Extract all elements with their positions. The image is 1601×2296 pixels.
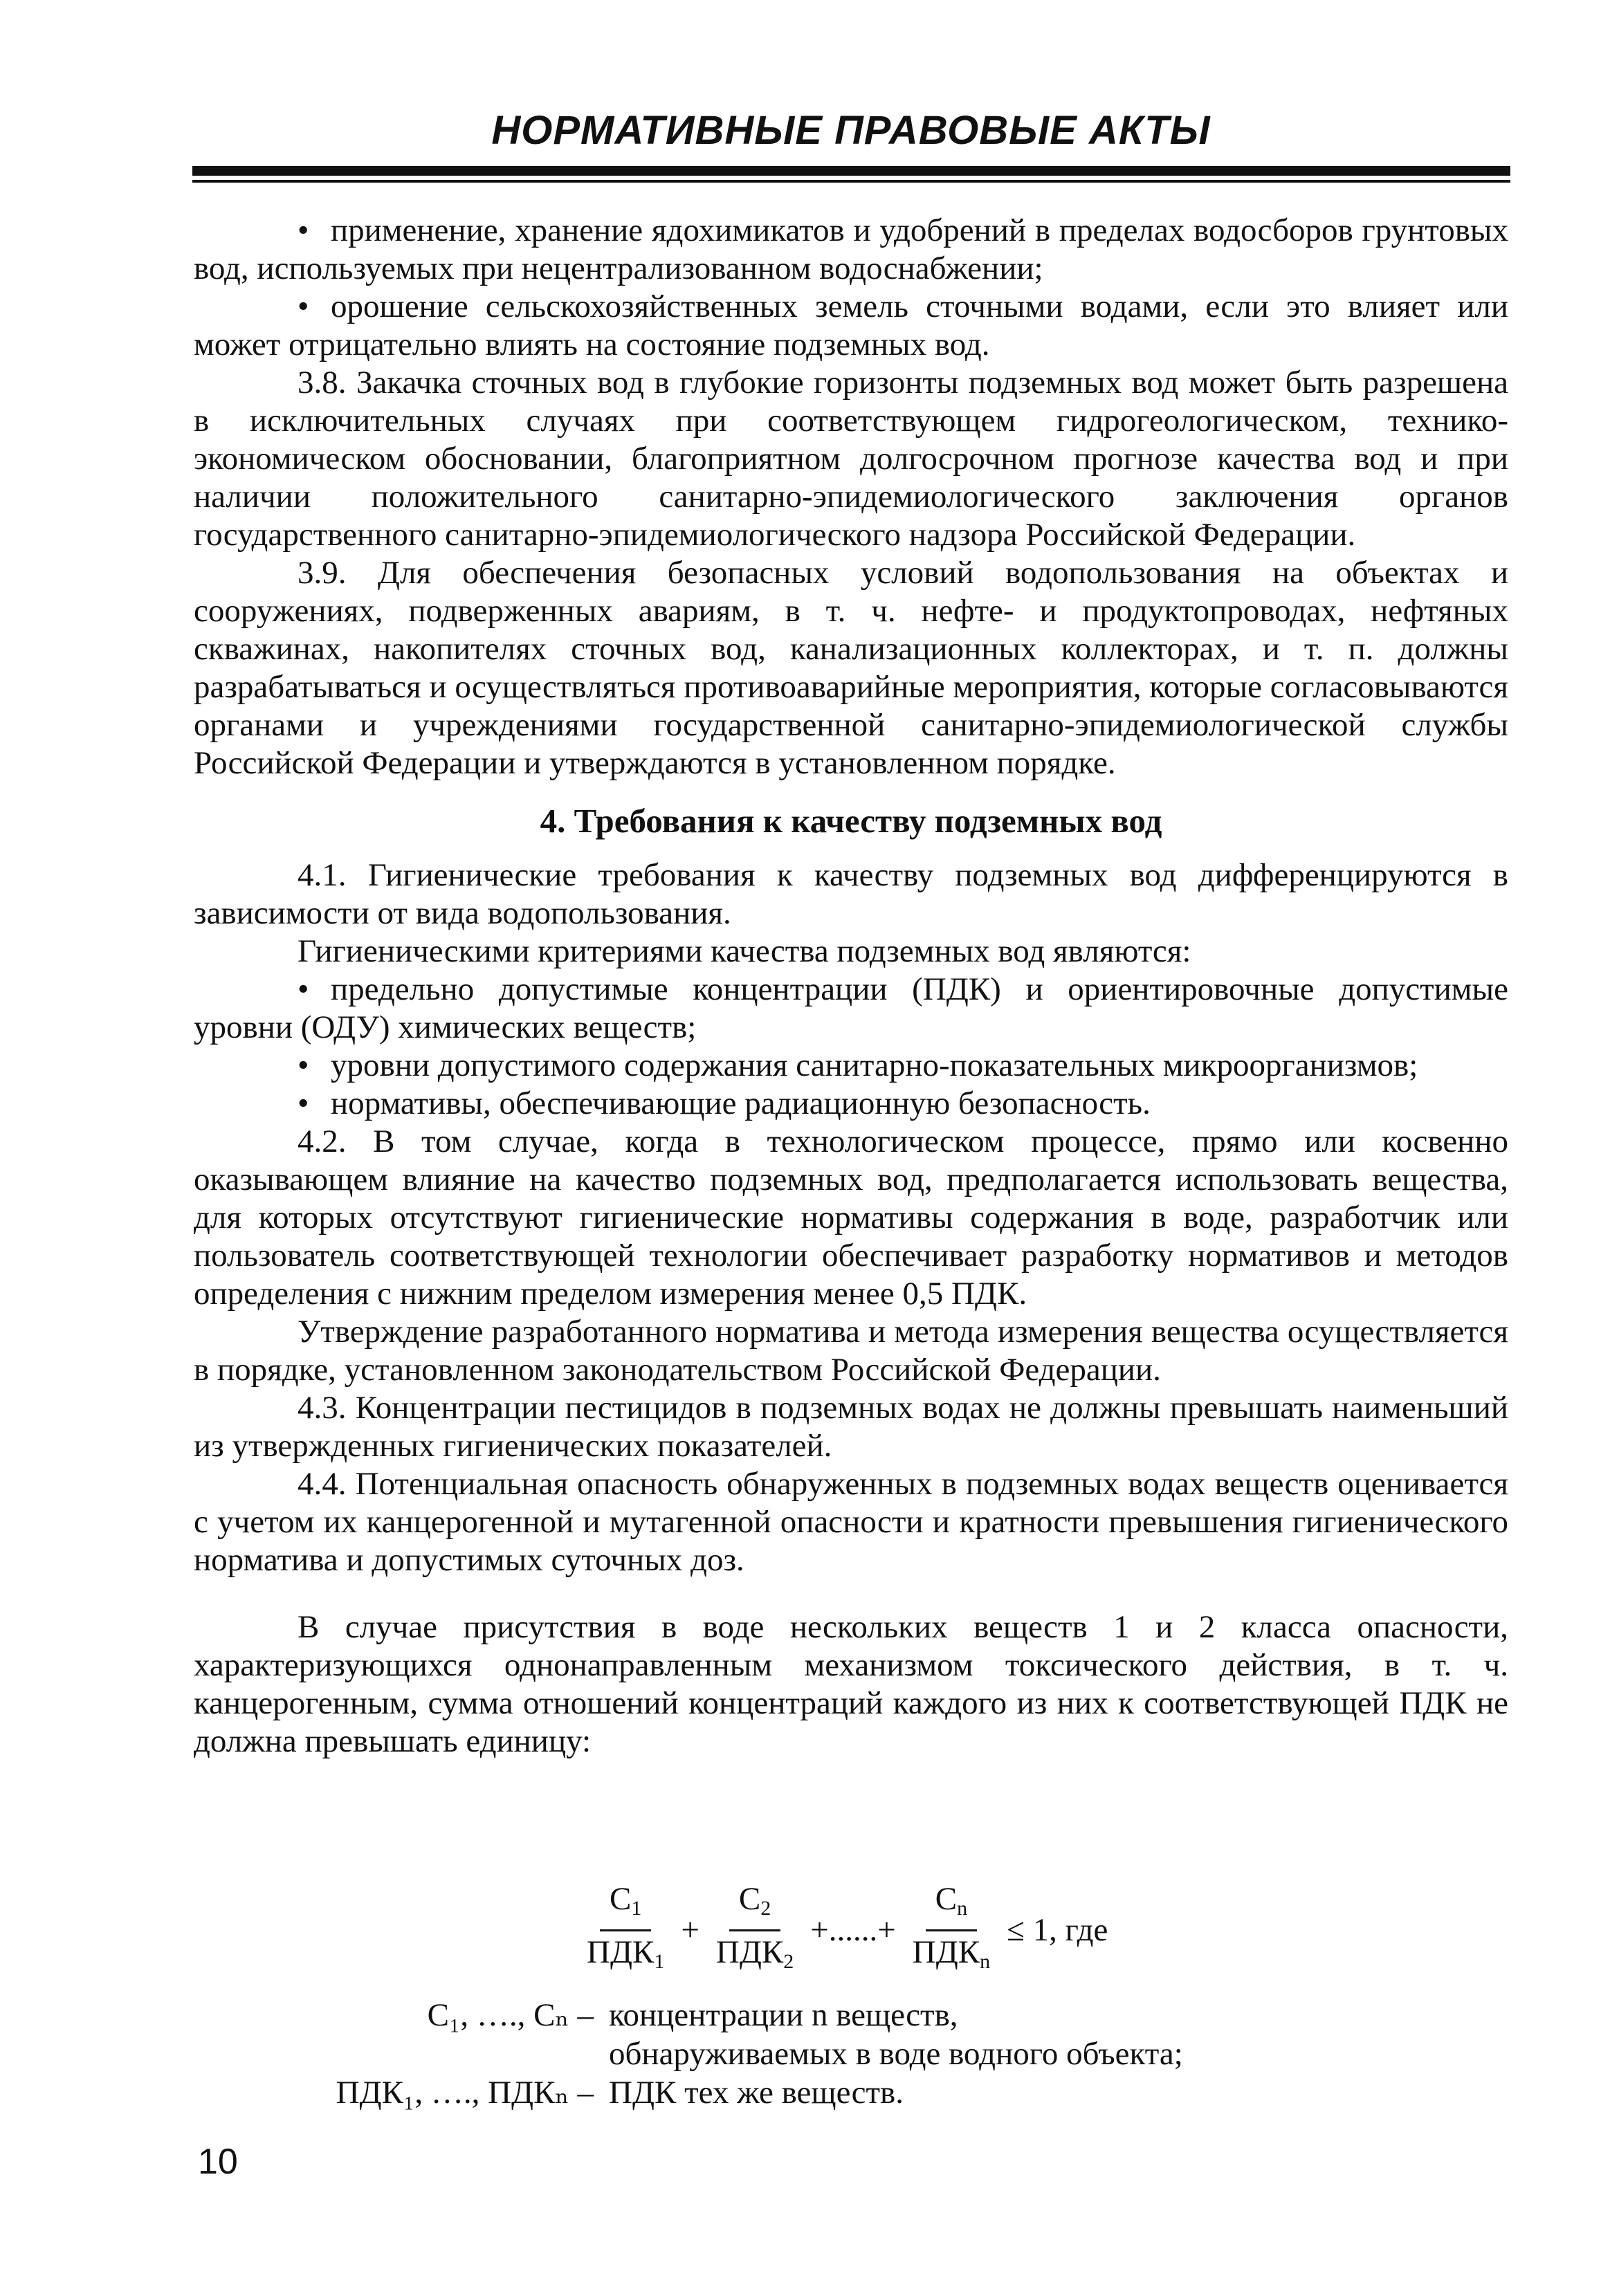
paragraph-3-9: 3.9. Для обеспечения безопасных условий водопользования на объектах и сооружениях, подверженных авариям, в т. ч. нефте- и продуктопроводах, нефтяных скважинах, накопителях сточных вод, канализационных коллекторах, и т. п. должны разрабатываться и осуществляться противоаварийные мероприятия, которые согласовываются органами и учреждениями государственной санитарно-эпидемиологической службы Российской Федерации и утверждаются в установленном порядке.	[194, 555, 1508, 781]
paragraph-criteria: Гигиеническими критериями качества подземных вод являются:	[298, 933, 1191, 969]
paragraph-4-3: 4.3. Концентрации пестицидов в подземных водах не должны превышать наименьший из утвержденных гигиенических показателей.	[194, 1390, 1508, 1464]
fraction-1: $\frac{C_1}{ПДК_1}$	[587, 1880, 665, 1973]
page-number: 10	[198, 2142, 238, 2182]
bullet-paragraph: • уровни допустимого содержания санитарно-показательных микроорганизмов;	[298, 1047, 1418, 1083]
bullet-paragraph: • орошение сельскохозяйственных земель сточными водами, если это влияет или может отрицательно влиять на состояние подземных вод.	[194, 288, 1508, 362]
inequality-tail: ≤ 1, где	[1007, 1912, 1108, 1948]
header-rule-thick	[192, 166, 1510, 176]
summation-formula	[574, 1871, 1112, 1989]
running-header: НОРМАТИВНЫЕ ПРАВОВЫЕ АКТЫ	[491, 108, 1211, 153]
bullet-paragraph: • применение, хранение ядохимикатов и удобрений в пределах водосборов грунтовых вод, используемых при нецентрализованном водоснабжении;	[194, 212, 1508, 286]
bullet-icon: •	[298, 212, 309, 248]
legend-row: обнаруживаемых в воде водного объекта;	[609, 2036, 1183, 2072]
paragraph-4-1: 4.1. Гигиенические требования к качеству подземных вод дифференцируются в зависимости от вида водопользования.	[194, 857, 1508, 931]
body-text	[194, 212, 1508, 1761]
legend-row: ПДК₁, …., ПДКₙ – ПДК тех же веществ.	[336, 2075, 904, 2111]
paragraph-approval: Утверждение разработанного норматива и метода измерения вещества осуществляется в порядке, установленном законодательством Российской Федерации.	[194, 1314, 1508, 1388]
fraction-2: $\frac{C_2}{ПДК_2}$	[715, 1880, 794, 1973]
bullet-paragraph: • предельно допустимые концентрации (ПДК) и ориентировочные допустимые уровни (ОДУ) химических веществ;	[194, 971, 1508, 1045]
paragraph-sum-rule: В случае присутствия в воде нескольких веществ 1 и 2 класса опасности, характеризующихся однонаправленным механизмом токсического действия, в т. ч. канцерогенным, сумма отношений концентраций каждого из них к соответствующей ПДК не должна превышать единицу:	[194, 1609, 1508, 1759]
bullet-icon: •	[298, 1085, 309, 1121]
ellipsis-sum: +......+	[810, 1912, 896, 1948]
bullet-icon: •	[298, 288, 309, 324]
paragraph-3-8: 3.8. Закачка сточных вод в глубокие горизонты подземных вод может быть разрешена в исключительных случаях при соответствующем гидрогеологическом, технико-экономическом обосновании, благоприятном долгосрочном прогнозе качества вод и при наличии положительного санитарно-эпидемиологического заключения органов государственного санитарно-эпидемиологического надзора Российской Федерации.	[194, 365, 1508, 553]
plus-sign: +	[681, 1912, 699, 1948]
bullet-icon: •	[298, 971, 309, 1007]
fraction-n: $\frac{C_n}{ПДК_n}$	[912, 1880, 991, 1973]
header-rule-thin	[192, 180, 1510, 183]
formula-legend	[194, 1996, 1508, 2112]
bullet-paragraph: • нормативы, обеспечивающие радиационную безопасность.	[298, 1085, 1151, 1121]
paragraph-4-2: 4.2. В том случае, когда в технологическом процессе, прямо или косвенно оказывающем влияние на качество подземных вод, предполагается использовать вещества, для которых отсутствуют гигиенические нормативы содержания в воде, разработчик или пользователь соответствующей технологии обеспечивает разработку нормативов и методов определения с нижним пределом измерения менее 0,5 ПДК.	[194, 1123, 1508, 1312]
section-heading: 4. Требования к качеству подземных вод	[540, 802, 1162, 840]
paragraph-4-4: 4.4. Потенциальная опасность обнаруженных в подземных водах веществ оценивается с учетом их канцерогенной и мутагенной опасности и кратности превышения гигиенического норматива и допустимых суточных доз.	[194, 1466, 1508, 1578]
legend-row: C₁, …., Cₙ – концентрации n веществ,	[427, 1997, 958, 2033]
bullet-icon: •	[298, 1047, 309, 1083]
